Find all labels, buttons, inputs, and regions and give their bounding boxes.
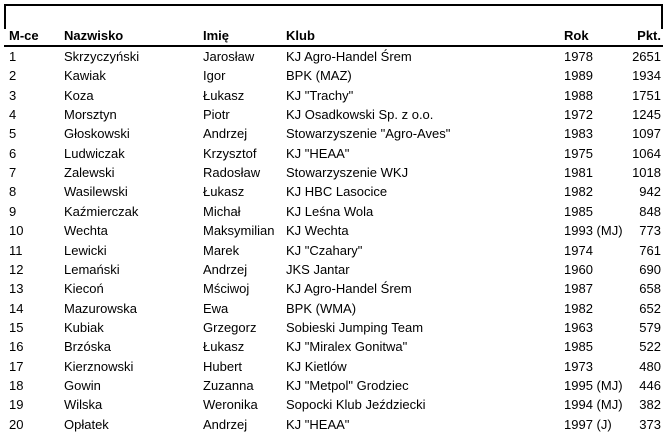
row-points: 773 xyxy=(639,223,661,239)
row-points: 480 xyxy=(639,358,661,374)
row-surname: Kierznowski xyxy=(64,358,134,374)
row-first-name: Weronika xyxy=(203,397,258,413)
row-points: 522 xyxy=(639,339,661,355)
table-row xyxy=(0,337,666,356)
table-row xyxy=(0,221,666,240)
row-place: 17 xyxy=(9,358,24,374)
row-surname: Lewicki xyxy=(64,242,107,258)
table-row xyxy=(0,376,666,395)
row-first-name: Andrzej xyxy=(203,261,248,277)
table-row xyxy=(0,47,666,66)
row-surname: Brzóska xyxy=(64,339,111,355)
row-points: 1018 xyxy=(632,165,661,181)
row-place: 15 xyxy=(9,319,24,335)
header-year: Rok xyxy=(564,28,589,43)
row-place: 20 xyxy=(9,416,24,432)
row-club: KJ "HEAA" xyxy=(286,145,350,161)
row-first-name: Maksymilian xyxy=(203,223,275,239)
row-first-name: Andrzej xyxy=(203,126,248,142)
table-row xyxy=(0,357,666,376)
row-place: 9 xyxy=(9,203,17,219)
table-row xyxy=(0,241,666,260)
row-club: KJ Osadkowski Sp. z o.o. xyxy=(286,107,434,123)
table-row xyxy=(0,86,666,105)
row-points: 446 xyxy=(639,377,661,393)
row-club: KJ "Trachy" xyxy=(286,87,354,103)
row-points: 1245 xyxy=(632,107,661,123)
row-first-name: Łukasz xyxy=(203,87,245,103)
row-points: 382 xyxy=(639,397,661,413)
row-surname: Kaźmierczak xyxy=(64,203,139,219)
row-year: 1989 xyxy=(564,68,593,84)
row-points: 2651 xyxy=(632,49,661,64)
row-surname: Opłatek xyxy=(64,416,109,432)
row-year: 1963 xyxy=(564,319,593,335)
row-first-name: Jarosław xyxy=(203,49,255,64)
row-place: 4 xyxy=(9,107,17,123)
table-row xyxy=(0,105,666,124)
row-first-name: Zuzanna xyxy=(203,377,254,393)
row-club: KJ HBC Lasocice xyxy=(286,184,388,200)
row-club: KJ "Miralex Gonitwa" xyxy=(286,339,408,355)
row-points: 579 xyxy=(639,319,661,335)
row-year: 1982 xyxy=(564,184,593,200)
table-row xyxy=(0,124,666,143)
row-points: 652 xyxy=(639,300,661,316)
row-year: 1994 (MJ) xyxy=(564,397,623,413)
row-points: 690 xyxy=(639,261,661,277)
row-surname: Wasilewski xyxy=(64,184,128,200)
row-year: 1982 xyxy=(564,300,593,316)
row-year: 1985 xyxy=(564,203,593,219)
header-first-name: Imię xyxy=(203,28,230,43)
row-surname: Kawiak xyxy=(64,68,106,84)
row-points: 761 xyxy=(639,242,661,258)
row-club: KJ "Metpol" Grodziec xyxy=(286,377,409,393)
row-club: KJ Agro-Handel Śrem xyxy=(286,281,412,297)
row-year: 1975 xyxy=(564,145,593,161)
row-year: 1987 xyxy=(564,281,593,297)
row-points: 848 xyxy=(639,203,661,219)
row-points: 1934 xyxy=(632,68,661,84)
row-year: 1995 (MJ) xyxy=(564,377,623,393)
row-surname: Zalewski xyxy=(64,165,115,181)
table-row xyxy=(0,260,666,279)
table-row xyxy=(0,66,666,85)
header-surname: Nazwisko xyxy=(64,28,124,43)
row-club: Sobieski Jumping Team xyxy=(286,319,424,335)
table-row xyxy=(0,182,666,201)
row-points: 942 xyxy=(639,184,661,200)
row-place: 14 xyxy=(9,300,24,316)
row-first-name: Łukasz xyxy=(203,184,245,200)
row-surname: Kiecoń xyxy=(64,281,104,297)
row-place: 18 xyxy=(9,377,24,393)
row-first-name: Hubert xyxy=(203,358,243,374)
table-row xyxy=(0,415,666,434)
row-surname: Mazurowska xyxy=(64,300,137,316)
row-place: 2 xyxy=(9,68,17,84)
row-surname: Gowin xyxy=(64,377,101,393)
table-row xyxy=(0,163,666,182)
row-club: Sopocki Klub Jeździecki xyxy=(286,397,426,413)
row-year: 1981 xyxy=(564,165,593,181)
row-club: KJ Wechta xyxy=(286,223,349,239)
row-place: 3 xyxy=(9,87,17,103)
row-first-name: Igor xyxy=(203,68,226,84)
row-year: 1988 xyxy=(564,87,593,103)
row-year: 1985 xyxy=(564,339,593,355)
row-first-name: Michał xyxy=(203,203,241,219)
row-place: 12 xyxy=(9,261,24,277)
row-club: BPK (WMA) xyxy=(286,300,357,316)
row-first-name: Grzegorz xyxy=(203,319,257,335)
table-row xyxy=(0,144,666,163)
row-club: BPK (MAZ) xyxy=(286,68,352,84)
row-place: 5 xyxy=(9,126,17,142)
row-year: 1974 xyxy=(564,242,593,258)
row-surname: Skrzyczyński xyxy=(64,49,140,64)
table-row xyxy=(0,318,666,337)
row-first-name: Krzysztof xyxy=(203,145,257,161)
header-points: Pkt. xyxy=(637,28,661,43)
row-club: KJ Kietlów xyxy=(286,358,347,374)
row-first-name: Mściwoj xyxy=(203,281,250,297)
table-row xyxy=(0,202,666,221)
header-club: Klub xyxy=(286,28,315,43)
row-place: 7 xyxy=(9,165,17,181)
row-year: 1973 xyxy=(564,358,593,374)
row-place: 10 xyxy=(9,223,24,239)
header-place: M-ce xyxy=(9,28,39,43)
table-row xyxy=(0,279,666,298)
row-surname: Głoskowski xyxy=(64,126,130,142)
row-club: KJ Leśna Wola xyxy=(286,203,374,219)
row-year: 1960 xyxy=(564,261,593,277)
row-points: 1097 xyxy=(632,126,661,142)
row-club: KJ "HEAA" xyxy=(286,416,350,432)
row-club: Stowarzyszenie "Agro-Aves" xyxy=(286,126,451,142)
row-club: Stowarzyszenie WKJ xyxy=(286,165,409,181)
row-points: 1751 xyxy=(632,87,661,103)
row-year: 1972 xyxy=(564,107,593,123)
row-first-name: Marek xyxy=(203,242,240,258)
table-row xyxy=(0,395,666,414)
row-points: 658 xyxy=(639,281,661,297)
row-surname: Wilska xyxy=(64,397,103,413)
row-first-name: Ewa xyxy=(203,300,229,316)
row-club: KJ "Czahary" xyxy=(286,242,363,258)
row-surname: Ludwiczak xyxy=(64,145,125,161)
row-club: KJ Agro-Handel Śrem xyxy=(286,49,412,64)
row-place: 6 xyxy=(9,145,17,161)
row-first-name: Andrzej xyxy=(203,416,248,432)
row-first-name: Piotr xyxy=(203,107,230,123)
row-place: 16 xyxy=(9,339,24,355)
row-place: 13 xyxy=(9,281,24,297)
row-first-name: Radosław xyxy=(203,165,261,181)
row-surname: Morsztyn xyxy=(64,107,117,123)
row-surname: Lemański xyxy=(64,261,120,277)
row-first-name: Łukasz xyxy=(203,339,245,355)
table-row xyxy=(0,299,666,318)
row-surname: Koza xyxy=(64,87,94,103)
row-surname: Kubiak xyxy=(64,319,104,335)
row-place: 1 xyxy=(9,49,17,64)
row-year: 1983 xyxy=(564,126,593,142)
row-points: 1064 xyxy=(632,145,661,161)
row-year: 1997 (J) xyxy=(564,416,612,432)
row-surname: Wechta xyxy=(64,223,108,239)
row-year: 1993 (MJ) xyxy=(564,223,623,239)
row-place: 19 xyxy=(9,397,24,413)
row-place: 11 xyxy=(9,242,23,258)
row-place: 8 xyxy=(9,184,17,200)
table-title-box xyxy=(4,4,663,29)
row-year: 1978 xyxy=(564,49,593,64)
row-club: JKS Jantar xyxy=(286,261,350,277)
row-points: 373 xyxy=(639,416,661,432)
